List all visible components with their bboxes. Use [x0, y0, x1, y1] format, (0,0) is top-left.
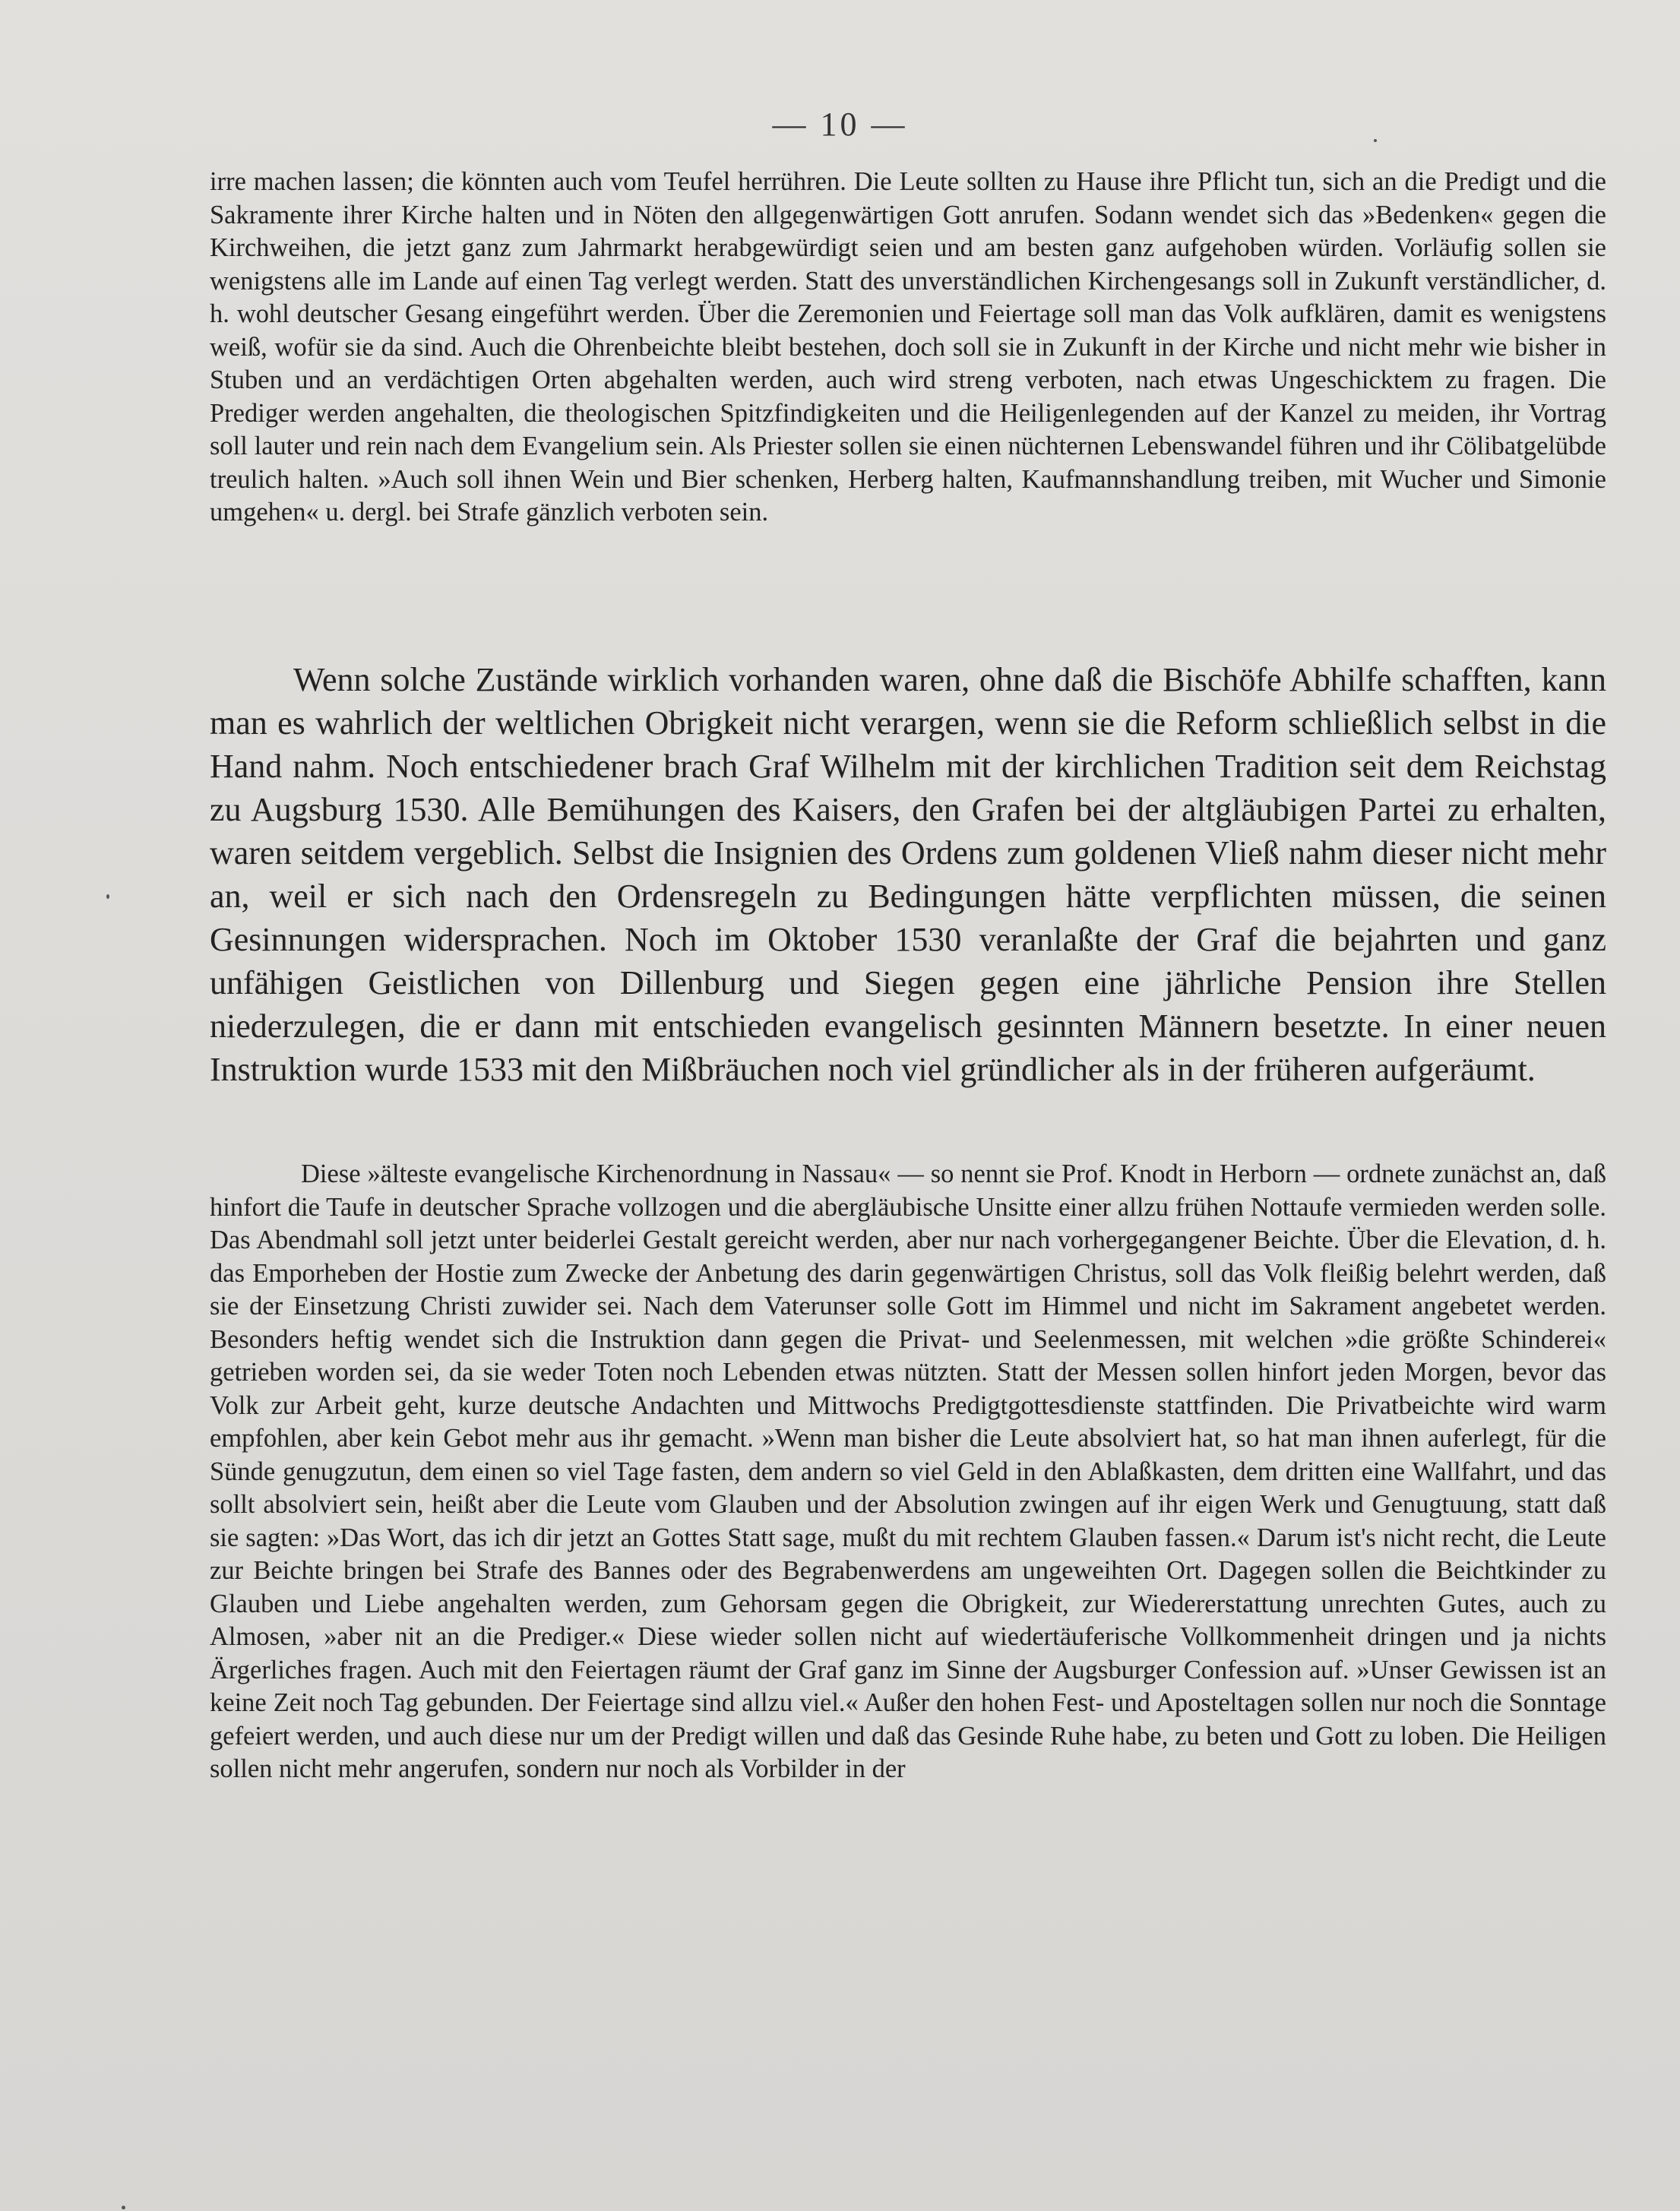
page-number: — 10 — — [772, 106, 908, 143]
paragraph-text: Diese »älteste evangelische Kirchenordnung in Nassau« — so nennt sie Prof. Knodt in Herborn — ordnete zunächst an, daß hinfort die Taufe in deutscher Sprache vollzogen und die abergläubische Unsitte einer allzu frühen Nottaufe vermieden werden solle. Das Abendmahl soll jetzt unter beiderlei Gestalt gereicht werden, aber nur nach vorhergegangener Beichte. Über die Elevation, d. h. das Emporheben der Hostie zum Zwecke der Anbetung des darin gegenwärtigen Christus, soll das Volk fleißig belehrt werden, daß sie der Einsetzung Christi zuwider sei. Nach dem Vaterunser solle Gott im Himmel und nicht im Sakrament angebetet werden. Besonders heftig wendet sich die Instruktion dann gegen die Privat- und Seelenmessen, mit welchen »die größte Schinderei« getrieben worden sei, da sie weder Toten noch Lebenden etwas nützten. Statt der Messen sollen hinfort jeden Morgen, bevor das Volk zur Arbeit geht, kurze deutsche Andachten und Mittwochs Predigtgottesdienste stattfinden. Die Privatbeichte wird warm empfohlen, aber kein Gebot mehr aus ihr gemacht. »Wenn man bisher die Leute absolviert hat, so hat man ihnen auferlegt, für die Sünde genugzutun, dem einen so viel Tage fasten, dem andern so viel Geld in den Ablaßkasten, dem dritten eine Wallfahrt, und das sollt absolviert sein, heißt aber die Leute vom Glauben und der Absolution zwingen auf ihr eigen Werk und Genugtuung, statt daß sie sagten: »Das Wort, das ich dir jetzt an Gottes Statt sage, mußt du mit rechtem Glauben fassen.« Darum ist's nicht recht, die Leute zur Beichte bringen bei Strafe des Bannes oder des Begrabenwerdens am ungeweihten Ort. Dagegen sollen die Beichtkinder zu Glauben und Liebe angehalten werden, zum Gehorsam gegen die Obrigkeit, zur Wiedererstattung unrechten Gutes, auch zu Almosen, »aber nit an die Prediger.« Diese wieder sollen nicht auf wiedertäuferische Vollkommenheit dringen und ja nichts Ärgerliches fragen. Auch mit den Feiertagen räumt der Graf ganz im Sinne der Augsburger Confession auf. »Unser Gewissen ist an keine Zeit noch Tag gebunden. Der Feiertage sind allzu viel.« Außer den hohen Fest- und Aposteltagen sollen nur noch die Sonntage gefeiert werden, und auch diese nur um der Predigt willen und daß das Gesinde Ruhe habe, zu beten und Gott zu loben. Die Heiligen sollen nicht mehr angerufen, sondern nur noch als Vorbilder in der — [210, 1159, 1606, 1783]
paragraph-instruction-continued — [210, 166, 1606, 530]
paragraph-church-order — [210, 1158, 1606, 1786]
scan-speck — [1374, 139, 1377, 142]
paragraph-text: irre machen lassen; die könnten auch vom Teufel herrühren. Die Leute sollten zu Hause ihre Pflicht tun, sich an die Predigt und die Sakramente ihrer Kirche halten und in Nöten den allgegenwärtigen Gott anrufen. Sodann wendet sich das »Bedenken« gegen die Kirchweihen, die jetzt ganz zum Jahrmarkt herabgewürdigt seien und am besten ganz aufgehoben würden. Vorläufig sollen sie wenigstens alle im Lande auf einen Tag verlegt werden. Statt des unverständlichen Kirchengesangs soll in Zukunft verständlicher, d. h. wohl deutscher Gesang eingeführt werden. Über die Zeremonien und Feiertage soll man das Volk aufklären, damit es wenigstens weiß, wofür sie da sind. Auch die Ohrenbeichte bleibt bestehen, doch soll sie in Zukunft in der Kirche und nicht mehr wie bisher in Stuben und an verdächtigen Orten abgehalten werden, auch wird streng verboten, nach etwas Ungeschicktem zu fragen. Die Prediger werden angehalten, die theologischen Spitzfindigkeiten und die Heiligenlegenden auf der Kanzel zu meiden, ihr Vortrag soll lauter und rein nach dem Evangelium sein. Als Priester sollen sie einen nüchternen Lebenswandel führen und ihr Cölibatgelübde treulich halten. »Auch soll ihnen Wein und Bier schenken, Herberg halten, Kaufmannshandlung treiben, mit Wucher und Simonie umgehen« u. dergl. bei Strafe gänzlich verboten sein. — [210, 167, 1606, 527]
paragraph-reform — [210, 658, 1606, 1091]
scan-speck — [106, 894, 109, 899]
paragraph-text: Wenn solche Zustände wirklich vorhanden waren, ohne daß die Bischöfe Abhilfe schafften, kann man es wahrlich der weltlichen Obrigkeit nicht verargen, wenn sie die Reform schließlich selbst in die Hand nahm. Noch entschiedener brach Graf Wilhelm mit der kirchlichen Tradition seit dem Reichstag zu Augsburg 1530. Alle Bemühungen des Kaisers, den Grafen bei der altgläubigen Partei zu erhalten, waren seitdem vergeblich. Selbst die Insignien des Ordens zum goldenen Vließ nahm dieser nicht mehr an, weil er sich nach den Ordensregeln zu Bedingungen hätte verpflichten müssen, die seinen Gesinnungen widersprachen. Noch im Oktober 1530 veranlaßte der Graf die bejahrten und ganz unfähigen Geistlichen von Dillenburg und Siegen gegen eine jährliche Pension ihre Stellen niederzulegen, die er dann mit entschieden evangelisch gesinnten Männern besetzte. In einer neuen Instruktion wurde 1533 mit den Mißbräuchen noch viel gründlicher als in der früheren aufgeräumt. — [210, 661, 1606, 1088]
scan-speck — [122, 2206, 125, 2209]
